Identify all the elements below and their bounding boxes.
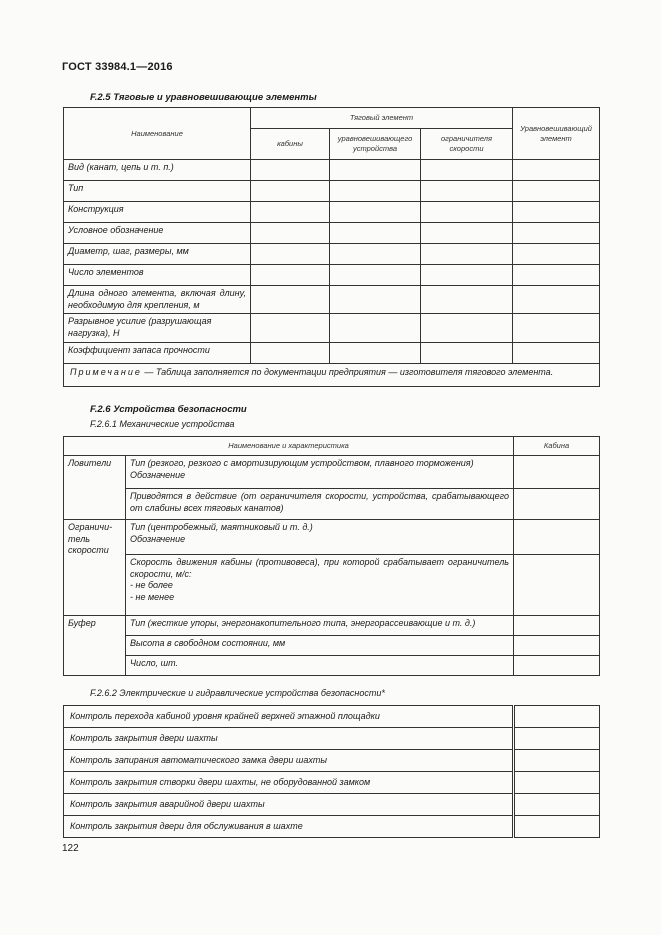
row-label: Условное обозначение (64, 223, 251, 244)
row-label: Диаметр, шаг, размеры, мм (64, 244, 251, 265)
electrical-devices-table (63, 705, 600, 838)
cell[interactable] (330, 244, 421, 265)
row-label: Тип (64, 181, 251, 202)
cell[interactable] (513, 342, 600, 363)
cell[interactable] (514, 706, 600, 728)
row-label: Разрывное усилие (разрушающая нагрузка), Н (64, 314, 251, 342)
table-row (64, 456, 600, 489)
cell[interactable] (513, 286, 600, 314)
traction-elements-table (63, 107, 600, 387)
item-line: Обозначение (130, 533, 186, 544)
table-row (64, 160, 600, 181)
col-name-header: Наименование (64, 108, 251, 160)
cell[interactable] (421, 223, 513, 244)
cell[interactable] (251, 342, 330, 363)
cell[interactable] (251, 244, 330, 265)
cell[interactable] (330, 223, 421, 244)
item-line: Число, шт. (130, 658, 179, 668)
group-label-text: Ограничитель скорости (68, 522, 113, 556)
table-row (64, 555, 600, 616)
col-balancing-element-header: Уравновешивающий элемент (513, 108, 600, 160)
item-line: - не более (130, 580, 173, 591)
table-row (64, 244, 600, 265)
row-label: Длина одного элемента, включая длину, необходимую для крепления, м (64, 286, 251, 314)
item-line: Тип (резкого, резкого с амортизирующим устройством, плавного торможения) (130, 458, 474, 468)
cell[interactable] (513, 223, 600, 244)
cell[interactable] (251, 286, 330, 314)
cell[interactable] (514, 520, 600, 555)
cell[interactable] (514, 616, 600, 636)
cell[interactable] (514, 750, 600, 772)
col-cabin-header: кабины (251, 129, 330, 160)
section-f25-title: F.2.5 Тяговые и уравновешивающие элементы (90, 92, 317, 103)
note-label: Примечание (70, 366, 142, 377)
table-row (64, 342, 600, 363)
table-row (64, 202, 600, 223)
cell[interactable] (513, 314, 600, 342)
cell[interactable] (421, 244, 513, 265)
col-cabin-header: Кабина (514, 437, 600, 456)
cell[interactable] (421, 265, 513, 286)
cell[interactable] (251, 223, 330, 244)
note-text: — Таблица заполняется по документации предприятия — изготовителя тягового элемента. (141, 366, 554, 377)
cell[interactable] (251, 202, 330, 223)
table-row (64, 706, 600, 728)
cell[interactable] (251, 314, 330, 342)
cell[interactable] (514, 456, 600, 489)
item-line: - не менее (130, 592, 175, 603)
item-line: Скорость движения кабины (противовеса), при которой срабатывает ограничитель скорости, м/с: (130, 557, 510, 579)
item-text (126, 656, 514, 676)
table-row (64, 520, 600, 555)
col-name-char-header: Наименование и характеристика (64, 437, 514, 456)
item-text (126, 636, 514, 656)
table-row (64, 223, 600, 244)
table-row (64, 489, 600, 520)
item-line: Приводятся в действие (от ограничителя скорости, устройства, срабатывающего от слабины всех тяговых канатов) (130, 491, 510, 513)
cell[interactable] (330, 181, 421, 202)
cell[interactable] (330, 314, 421, 342)
cell[interactable] (514, 816, 600, 838)
table-row (64, 656, 600, 676)
section-f262-subtitle: F.2.6.2 Электрические и гидравлические устройства безопасности* (90, 688, 385, 698)
item-line: Обозначение (130, 469, 186, 480)
cell[interactable] (513, 265, 600, 286)
cell[interactable] (251, 265, 330, 286)
page-number: 122 (62, 843, 79, 854)
cell[interactable] (330, 160, 421, 181)
cell[interactable] (421, 286, 513, 314)
cell[interactable] (421, 314, 513, 342)
row-label: Контроль закрытия двери для обслуживания в шахте (64, 816, 514, 838)
standard-header: ГОСТ 33984.1—2016 (62, 61, 173, 73)
table-row (64, 816, 600, 838)
item-text (126, 456, 514, 489)
row-label: Контроль закрытия аварийной двери шахты (64, 794, 514, 816)
item-text (126, 555, 514, 616)
cell[interactable] (514, 555, 600, 616)
table-note-row (64, 363, 600, 386)
item-text (126, 489, 514, 520)
table-row (64, 265, 600, 286)
row-label: Конструкция (64, 202, 251, 223)
table-row (64, 750, 600, 772)
cell[interactable] (513, 202, 600, 223)
table-row (64, 616, 600, 636)
cell[interactable] (514, 489, 600, 520)
section-f26-title: F.2.6 Устройства безопасности (90, 404, 247, 415)
col-speed-limiter-header: ограничителя скорости (421, 129, 513, 160)
row-label: Контроль закрытия створки двери шахты, не оборудованной замком (64, 772, 514, 794)
table-row (64, 772, 600, 794)
item-text (126, 520, 514, 555)
cell[interactable] (421, 342, 513, 363)
cell[interactable] (421, 181, 513, 202)
group-label-catchers: Ловители (64, 456, 126, 520)
row-label: Контроль запирания автоматического замка двери шахты (64, 750, 514, 772)
cell[interactable] (514, 656, 600, 676)
table-row (64, 314, 600, 342)
cell[interactable] (514, 636, 600, 656)
cell[interactable] (513, 181, 600, 202)
row-label: Число элементов (64, 265, 251, 286)
table-row (64, 636, 600, 656)
cell[interactable] (513, 160, 600, 181)
group-label-buffer: Буфер (64, 616, 126, 676)
col-balancing-device-header: уравновешивающего устройства (330, 129, 421, 160)
col-traction-header: Тяговый элемент (251, 108, 513, 129)
row-label: Коэффициент запаса прочности (64, 342, 251, 363)
item-text (126, 616, 514, 636)
cell[interactable] (514, 728, 600, 750)
cell[interactable] (330, 202, 421, 223)
cell[interactable] (514, 772, 600, 794)
item-line: Тип (жесткие упоры, энергонакопительного типа, энергорассеивающие и т. д.) (130, 618, 476, 628)
cell[interactable] (421, 160, 513, 181)
table-note (64, 363, 600, 386)
table-row (64, 794, 600, 816)
row-label: Контроль перехода кабиной уровня крайней верхней этажной площадки (64, 706, 514, 728)
table-row (64, 286, 600, 314)
item-line: Высота в свободном состоянии, мм (130, 638, 286, 648)
item-line: Тип (центробежный, маятниковый и т. д.) (130, 522, 313, 532)
cell[interactable] (330, 286, 421, 314)
row-label: Контроль закрытия двери шахты (64, 728, 514, 750)
section-f261-subtitle: F.2.6.1 Механические устройства (90, 419, 235, 429)
cell[interactable] (513, 244, 600, 265)
cell[interactable] (330, 265, 421, 286)
cell[interactable] (421, 202, 513, 223)
group-label-speed-limiter (64, 520, 126, 616)
row-label: Вид (канат, цепь и т. п.) (64, 160, 251, 181)
cell[interactable] (514, 794, 600, 816)
cell[interactable] (251, 181, 330, 202)
mechanical-devices-table (63, 436, 600, 676)
cell[interactable] (330, 342, 421, 363)
cell[interactable] (251, 160, 330, 181)
table-row (64, 728, 600, 750)
table-row (64, 181, 600, 202)
